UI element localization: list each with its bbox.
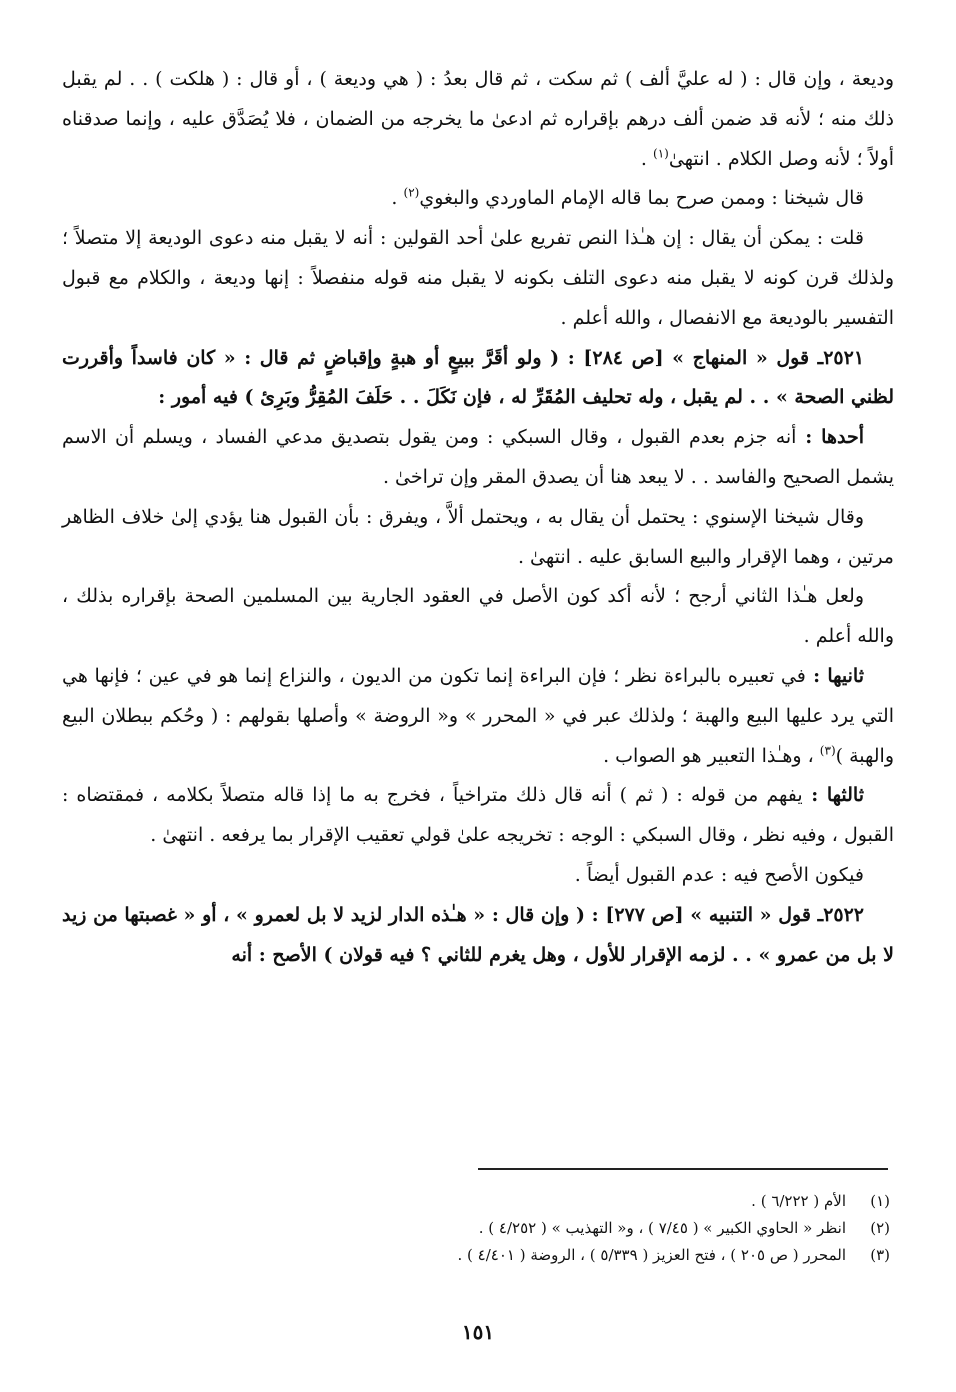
footnote xyxy=(70,1215,890,1242)
footnote-text: الأم ( ٦/٢٢٢ ) . xyxy=(751,1192,846,1210)
paragraph xyxy=(62,60,894,179)
quoted-text: ( وإن قال : « هـٰذه الدار لزيد لا بل لعمرو » ، أو « غصبتها من زيد لا بل من عمرو » . . لزمه الإقرار للأول ، وهل يغرم للثاني ؟ فيه قولان ) الأصح : أنه xyxy=(62,903,894,966)
page-number: ١٥١ xyxy=(461,1320,495,1344)
paragraph-tail: ، وهـٰذا التعبير هو الصواب . xyxy=(603,744,820,767)
paragraph xyxy=(62,498,894,578)
point-label: أحدها : xyxy=(796,426,864,449)
footnote-number: (٢) xyxy=(870,1219,890,1237)
paragraph xyxy=(62,179,894,219)
footnotes xyxy=(70,1188,890,1269)
paragraph xyxy=(62,577,894,657)
footnote xyxy=(70,1242,890,1269)
paragraph-text: أنه جزم بعدم القبول ، وقال السبكي : ومن يقول بتصديق مدعي الفساد ، ويسلم أن الاسم يشمل الصحيح والفاسد . . لا يبعد هنا أن يصدق المقر وإن تراخىٰ . xyxy=(62,426,894,488)
paragraph xyxy=(62,776,894,856)
paragraph-text: قال شيخنا : وممن صرح بما قاله الإمام الماوردي والبغوي xyxy=(419,187,864,210)
footnote-text: المحرر ( ص ٢٠٥ ) ، فتح العزيز ( ٥/٣٣٩ ) ، الروضة ( ٤/٤٠١ ) . xyxy=(457,1246,846,1264)
quoted-text: ( ولو أقَرَّ ببيعٍ أو هبةٍ وإقباضٍ ثم قال : « كان فاسداً وأقررت لظني الصحة » . . لم يقبل ، وله تحليف المُقَرِّ له ، فإن نَكَلَ . . حَلَفَ المُقِرُّ وبَرِئ ) فيه أمور : xyxy=(62,346,894,409)
section-heading: ٢٥٢٢ـ قول « التنبيه » [ص ٢٧٧] : xyxy=(584,903,865,926)
paragraph xyxy=(62,657,894,776)
main-text xyxy=(62,60,894,975)
paragraph-text: فيكون الأصح فيه : عدم القبول أيضاً . xyxy=(574,863,864,886)
section-heading: ٢٥٢١ـ قول « المنهاج » [ص ٢٨٤] : xyxy=(559,346,865,369)
paragraph-text: ولعل هـٰذا الثاني أرجح ؛ لأنه أكد كون الأصل في العقود الجارية بين المسلمين الصحة بإقراره بذلك ، والله أعلم . xyxy=(62,585,894,648)
footnote-ref: (٣) xyxy=(819,743,836,758)
paragraph-text: قلت : يمكن أن يقال : إن هـٰذا النص تفريع علىٰ أحد القولين : أنه لا يقبل منه دعوى الوديعة إلا متصلاً ؛ ولذلك قرن كونه لا يقبل منه دعوى التلف بكونه لا يقبل منه قوله منفصلاً : إنها وديعة ، والكلام مع قبول التفسير بالوديعة مع الانفصال ، والله أعلم . xyxy=(62,227,894,329)
footnote-divider xyxy=(478,1168,888,1170)
point-label: ثالثها : xyxy=(802,784,864,807)
paragraph xyxy=(62,418,894,498)
paragraph-text: وديعة ، وإن قال : ( له عليَّ ألف ) ثم سكت ، ثم قال بعدُ : ( هي وديعة ) ، أو قال : ( هلكت ) . . لم يقبل ذلك منه ؛ لأنه قد ضمن ألف درهم بإقراره ثم ادعىٰ ما يخرجه من الضمان ، فلا يُصَدَّق عليه ، وإنما صدقناه أولاً ؛ لأنه وصل الكلام . انتهىٰ xyxy=(62,68,894,170)
paragraph xyxy=(62,219,894,338)
paragraph-tail: . xyxy=(391,187,404,210)
paragraph-2521 xyxy=(62,339,894,419)
paragraph-tail: . xyxy=(640,147,653,170)
paragraph-text: وقال شيخنا الإسنوي : يحتمل أن يقال به ، ويحتمل ألاَّ ، ويفرق : بأن القبول هنا يؤدي إلىٰ خلاف الظاهر مرتين ، وهما الإقرار والبيع السابق عليه . انتهىٰ . xyxy=(62,505,894,568)
paragraph-text: في تعبيره بالبراءة نظر ؛ فإن البراءة إنما تكون من الديون ، والنزاع إنما هو في عين ؛ فإنها هي التي يرد عليها البيع والهبة ؛ ولذلك عبر في « المحرر » و« الروضة » وأصلها بقولهم : ( وحُكم ببطلان البيع والهبة ) xyxy=(62,664,894,767)
footnote-ref: (٢) xyxy=(403,186,420,201)
paragraph xyxy=(62,856,894,896)
paragraph-2522 xyxy=(62,896,894,976)
footnote-number: (١) xyxy=(870,1192,890,1210)
footnote-number: (٣) xyxy=(870,1246,890,1264)
paragraph-text: يفهم من قوله : ( ثم ) أنه قال ذلك متراخياً ، فخرج به ما إذا قاله متصلاً بكلامه ، فمقتضاه : القبول ، وفيه نظر ، وقال السبكي : الوجه : تخريجه علىٰ قولي تعقيب الإقرار بما يرفعه . انتهىٰ . xyxy=(62,784,894,847)
footnote-ref: (١) xyxy=(653,146,669,161)
point-label: ثانيها : xyxy=(805,664,864,687)
footnote-text: انظر « الحاوي الكبير » ( ٧/٤٥ ) ، و« التهذيب » ( ٤/٢٥٢ ) . xyxy=(478,1219,846,1237)
footnote xyxy=(70,1188,890,1215)
